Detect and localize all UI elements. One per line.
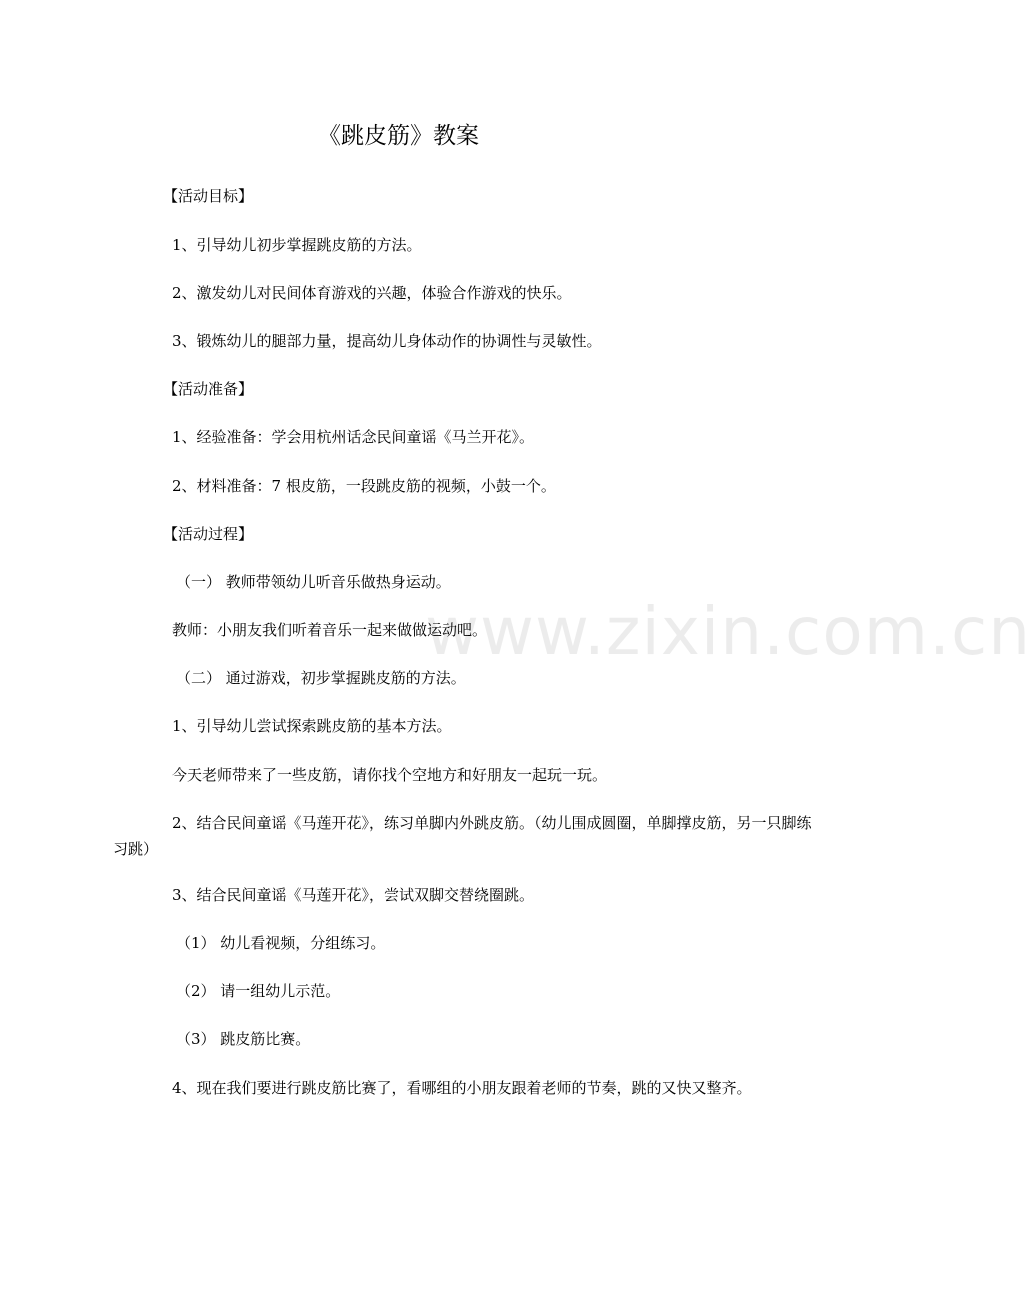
document-title: 《跳皮筋》教案 — [318, 123, 479, 149]
preparation-item-2: 2、材料准备：7 根皮筋，一段跳皮筋的视频，小鼓一个。 — [172, 477, 556, 495]
process-substep-3: （3） 跳皮筋比赛。 — [176, 1030, 311, 1048]
section-heading-process: 【活动过程】 — [163, 525, 254, 543]
preparation-item-1: 1、经验准备：学会用杭州话念民间童谣《马兰开花》。 — [172, 428, 535, 446]
process-step-1: （一） 教师带领幼儿听音乐做热身运动。 — [176, 573, 451, 591]
section-heading-goals: 【活动目标】 — [163, 187, 254, 205]
process-step-2: （二） 通过游戏，初步掌握跳皮筋的方法。 — [176, 669, 466, 687]
process-substep-2: （2） 请一组幼儿示范。 — [176, 982, 341, 1000]
process-item-4: 4、现在我们要进行跳皮筋比赛了，看哪组的小朋友跟着老师的节奏，跳的又快又整齐。 — [172, 1079, 752, 1097]
process-substep-1: （1） 幼儿看视频，分组练习。 — [176, 934, 386, 952]
section-heading-preparation: 【活动准备】 — [163, 380, 254, 398]
process-text-1: 教师：小朋友我们听着音乐一起来做做运动吧。 — [172, 621, 488, 639]
process-item-3: 3、结合民间童谣《马莲开花》，尝试双脚交替绕圈跳。 — [172, 886, 535, 904]
process-text-2: 今天老师带来了一些皮筋，请你找个空地方和好朋友一起玩一玩。 — [172, 766, 608, 784]
goal-item-3: 3、锻炼幼儿的腿部力量，提高幼儿身体动作的协调性与灵敏性。 — [172, 332, 602, 350]
goal-item-1: 1、引导幼儿初步掌握跳皮筋的方法。 — [172, 236, 422, 254]
process-item-1: 1、引导幼儿尝试探索跳皮筋的基本方法。 — [172, 717, 452, 735]
watermark: www.zixin.com.cn — [425, 593, 1031, 670]
process-item-2: 2、结合民间童谣《马莲开花》，练习单脚内外跳皮筋。（幼儿围成圆圈，单脚撑皮筋，另一只脚练习跳） — [113, 814, 812, 858]
goal-item-2: 2、激发幼儿对民间体育游戏的兴趣，体验合作游戏的快乐。 — [172, 284, 572, 302]
